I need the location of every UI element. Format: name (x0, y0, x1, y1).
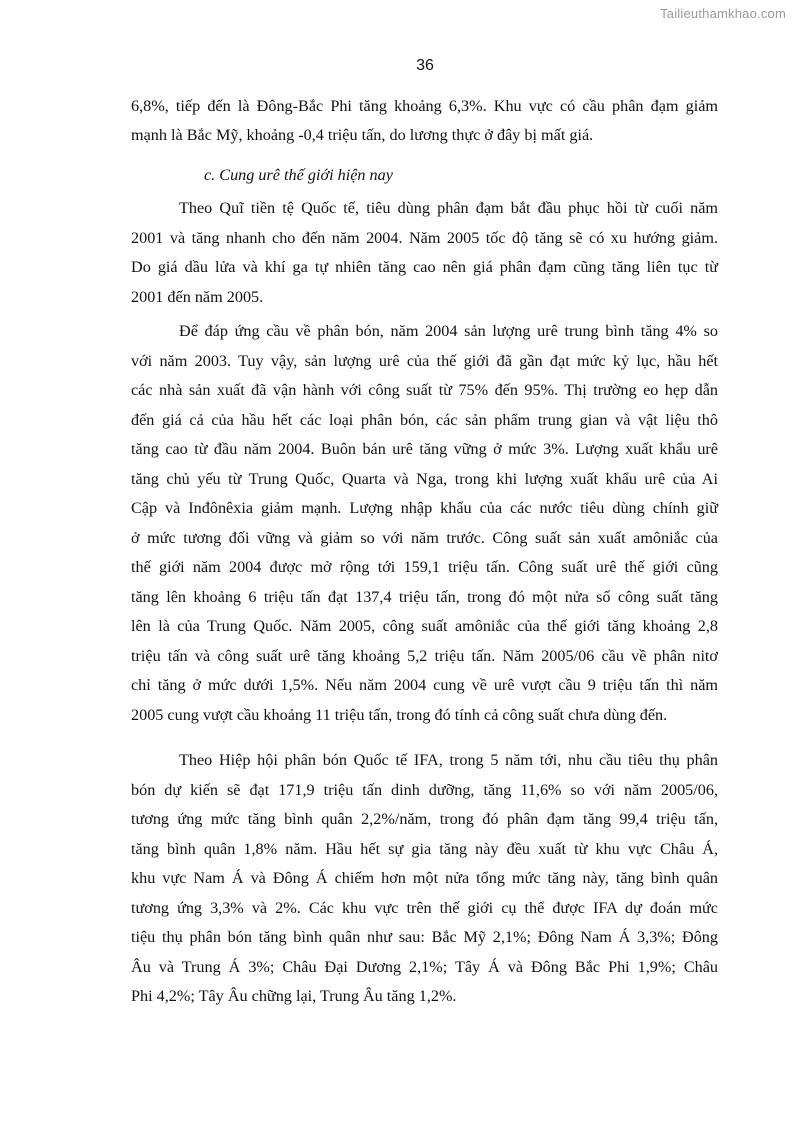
text-line: ở mức tương đối vững và giảm so với năm trước. Công suất sản xuất amôniắc của (131, 529, 718, 547)
text-line: lên là của Trung Quốc. Năm 2005, công suất amôniắc của thế giới tăng khoảng 2,8 (131, 617, 718, 635)
text-line: tương ứng 3,3% và 2%. Các khu vực trên thế giới cụ thể được IFA dự đoán mức (131, 899, 718, 917)
text-line: 2001 đến năm 2005. (131, 288, 264, 306)
text-line: Phi 4,2%; Tây Âu chững lại, Trung Âu tăng 1,2%. (131, 987, 457, 1005)
text-line: Do giá dầu lửa và khí ga tự nhiên tăng cao nên giá phân đạm cũng tăng liên tục từ (131, 258, 718, 276)
text-line: tiệu thụ phân bón tăng bình quân như sau: Bắc Mỹ 2,1%; Đông Nam Á 3,3%; Đông (131, 928, 718, 946)
text-line: chỉ tăng ở mức dưới 1,5%. Nếu năm 2004 cung về urê vượt cầu 9 triệu tấn thì năm (131, 676, 718, 694)
text-line: tương ứng mức tăng bình quân 2,2%/năm, trong đó phân đạm tăng 99,4 triệu tấn, (131, 810, 718, 828)
paragraph-first-line: Theo Quĩ tiền tệ Quốc tế, tiêu dùng phân đạm bắt đầu phục hồi từ cuối năm (179, 199, 718, 217)
text-line: bón dự kiến sẽ đạt 171,9 triệu tấn dinh dưỡng, tăng 11,6% so với năm 2005/06, (131, 781, 718, 799)
text-line: 2005 cung vượt cầu khoảng 11 triệu tấn, trong đó tính cả công suất chưa dùng đến. (131, 706, 668, 724)
text-line: triệu tấn và công suất urê tăng khoảng 5,2 triệu tấn. Năm 2005/06 cầu về phân nitơ (131, 647, 718, 665)
paragraph-first-line: Theo Hiệp hội phân bón Quốc tế IFA, trong 5 năm tới, nhu cầu tiêu thụ phân (179, 751, 718, 769)
text-line: Cập và Inđônêxia giảm mạnh. Lượng nhập khẩu của các nước tiêu dùng chính giữ (131, 499, 718, 517)
text-line: mạnh là Bắc Mỹ, khoảng -0,4 triệu tấn, do lương thực ở đây bị mất giá. (131, 126, 594, 144)
watermark: Tailieuthamkhao.com (660, 6, 786, 21)
text-line: các nhà sản xuất đã vận hành với công suất từ 75% đến 95%. Thị trường eo hẹp dẫn (131, 381, 718, 399)
text-line: tăng cao từ đầu năm 2004. Buôn bán urê tăng vững ở mức 3%. Lượng xuất khẩu urê (131, 440, 718, 458)
text-line: thế giới năm 2004 được mở rộng tới 159,1 triệu tấn. Công suất urê thế giới cũng (131, 558, 718, 576)
text-line: tăng chủ yếu từ Trung Quốc, Quarta và Nga, trong khi lượng xuất khẩu urê của Ai (131, 470, 718, 488)
text-line: với năm 2003. Tuy vậy, sản lượng urê của thế giới đã gần đạt mức kỷ lục, hầu hết (131, 352, 718, 370)
text-line: đến giá cả của hầu hết các loại phân bón, các sản phẩm trung gian và vật liệu thô (131, 411, 718, 429)
text-line: tăng lên khoảng 6 triệu tấn đạt 137,4 triệu tấn, trong đó một nửa số công suất tăng (131, 588, 718, 606)
section-heading: c. Cung urê thế giới hiện nay (204, 166, 393, 184)
text-line: khu vực Nam Á và Đông Á chiếm hơn một nửa tổng mức tăng này, tăng bình quân (131, 869, 718, 887)
text-line: 2001 và tăng nhanh cho đến năm 2004. Năm 2005 tốc độ tăng sẽ có xu hướng giảm. (131, 229, 718, 247)
page-number: 36 (416, 57, 434, 74)
paragraph-first-line: Để đáp ứng cầu về phân bón, năm 2004 sản lượng urê trung bình tăng 4% so (179, 322, 718, 340)
text-line: tăng bình quân 1,8% năm. Hầu hết sự gia tăng này đều xuất từ khu vực Châu Á, (131, 840, 718, 858)
text-line: Âu và Trung Á 3%; Châu Đại Dương 2,1%; Tây Á và Đông Bắc Phi 1,9%; Châu (131, 958, 718, 976)
text-line: 6,8%, tiếp đến là Đông-Bắc Phi tăng khoảng 6,3%. Khu vực có cầu phân đạm giảm (131, 97, 718, 115)
